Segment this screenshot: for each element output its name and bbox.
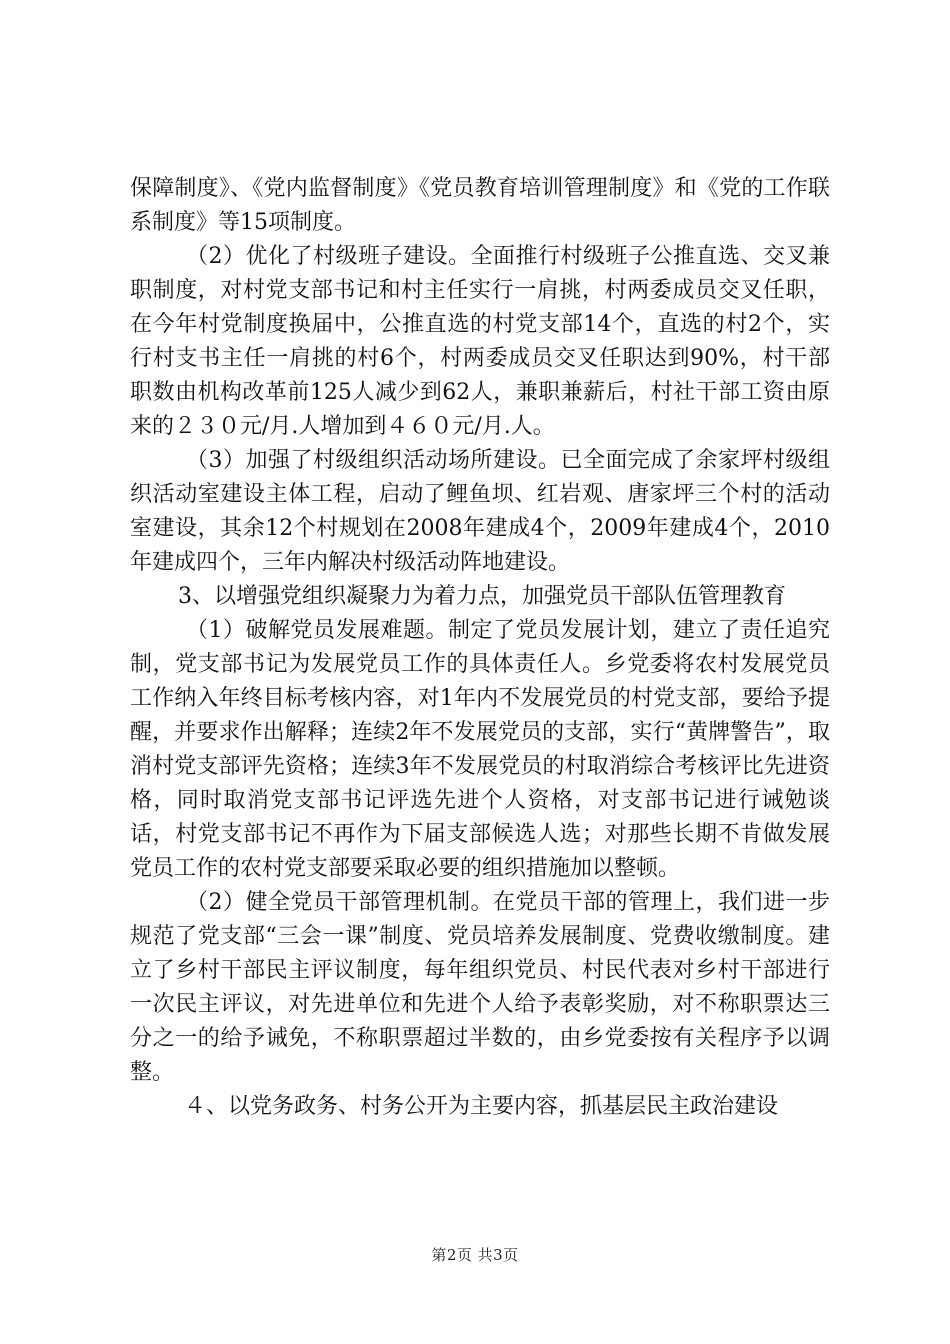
paragraph-village-team: （2）优化了村级班子建设。全面推行村级班子公推直选、交叉兼职制度，对村党支部书记和村主任实行一肩挑，村两委成员交叉任职，在今年村党制度换届中，公推直选的村党支部14个，直选的村2个，实行村支书主任一肩挑的村6个，村两委成员交叉任职达到90%，村干部职数由机构改革前125人减少到62人，兼职兼薪后，村社干部工资由原来的２３０元/月.人增加到４６０元/月.人。 [130, 244, 830, 439]
document-body [130, 172, 830, 1124]
section-heading-3: 3、以增强党组织凝聚力为着力点，加强党员干部队伍管理教育 [178, 584, 786, 609]
page-footer: 第2页 共3页 [431, 1246, 519, 1264]
paragraph-continued: 保障制度》、《党内监督制度》《党员教育培训管理制度》和《党的工作联系制度》等15项制度。 [130, 176, 830, 235]
paragraph-member-development: （1）破解党员发展难题。制定了党员发展计划，建立了责任追究制，党支部书记为发展党员工作的具体责任人。乡党委将农村发展党员工作纳入年终目标考核内容，对1年内不发展党员的村党支部，要给予提醒，并要求作出解释；连续2年不发展党员的支部，实行“黄牌警告”，取消村党支部评先资格；连续3年不发展党员的村取消综合考核评比先进资格，同时取消党支部书记评选先进个人资格，对支部书记进行诫勉谈话，村党支部书记不再作为下届支部候选人选；对那些长期不肯做发展党员工作的农村党支部要采取必要的组织措施加以整顿。 [130, 618, 830, 881]
paragraph-activity-venue: （3）加强了村级组织活动场所建设。已全面完成了余家坪村级组织活动室建设主体工程，启动了鲤鱼坝、红岩观、唐家坪三个村的活动室建设，其余12个村规划在2008年建成4个，2009年建成4个，2010年建成四个，三年内解决村级活动阵地建设。 [130, 448, 830, 575]
section-heading-4: ４、以党务政务、村务公开为主要内容，抓基层民主政治建设 [184, 1094, 779, 1119]
paragraph-management-mechanism: （2）健全党员干部管理机制。在党员干部的管理上，我们进一步规范了党支部“三会一课”制度、党员培养发展制度、党费收缴制度。建立了乡村干部民主评议制度，每年组织党员、村民代表对乡村干部进行一次民主评议，对先进单位和先进个人给予表彰奖励，对不称职票达三分之一的给予诫免，不称职票超过半数的，由乡党委按有关程序予以调整。 [130, 890, 830, 1085]
